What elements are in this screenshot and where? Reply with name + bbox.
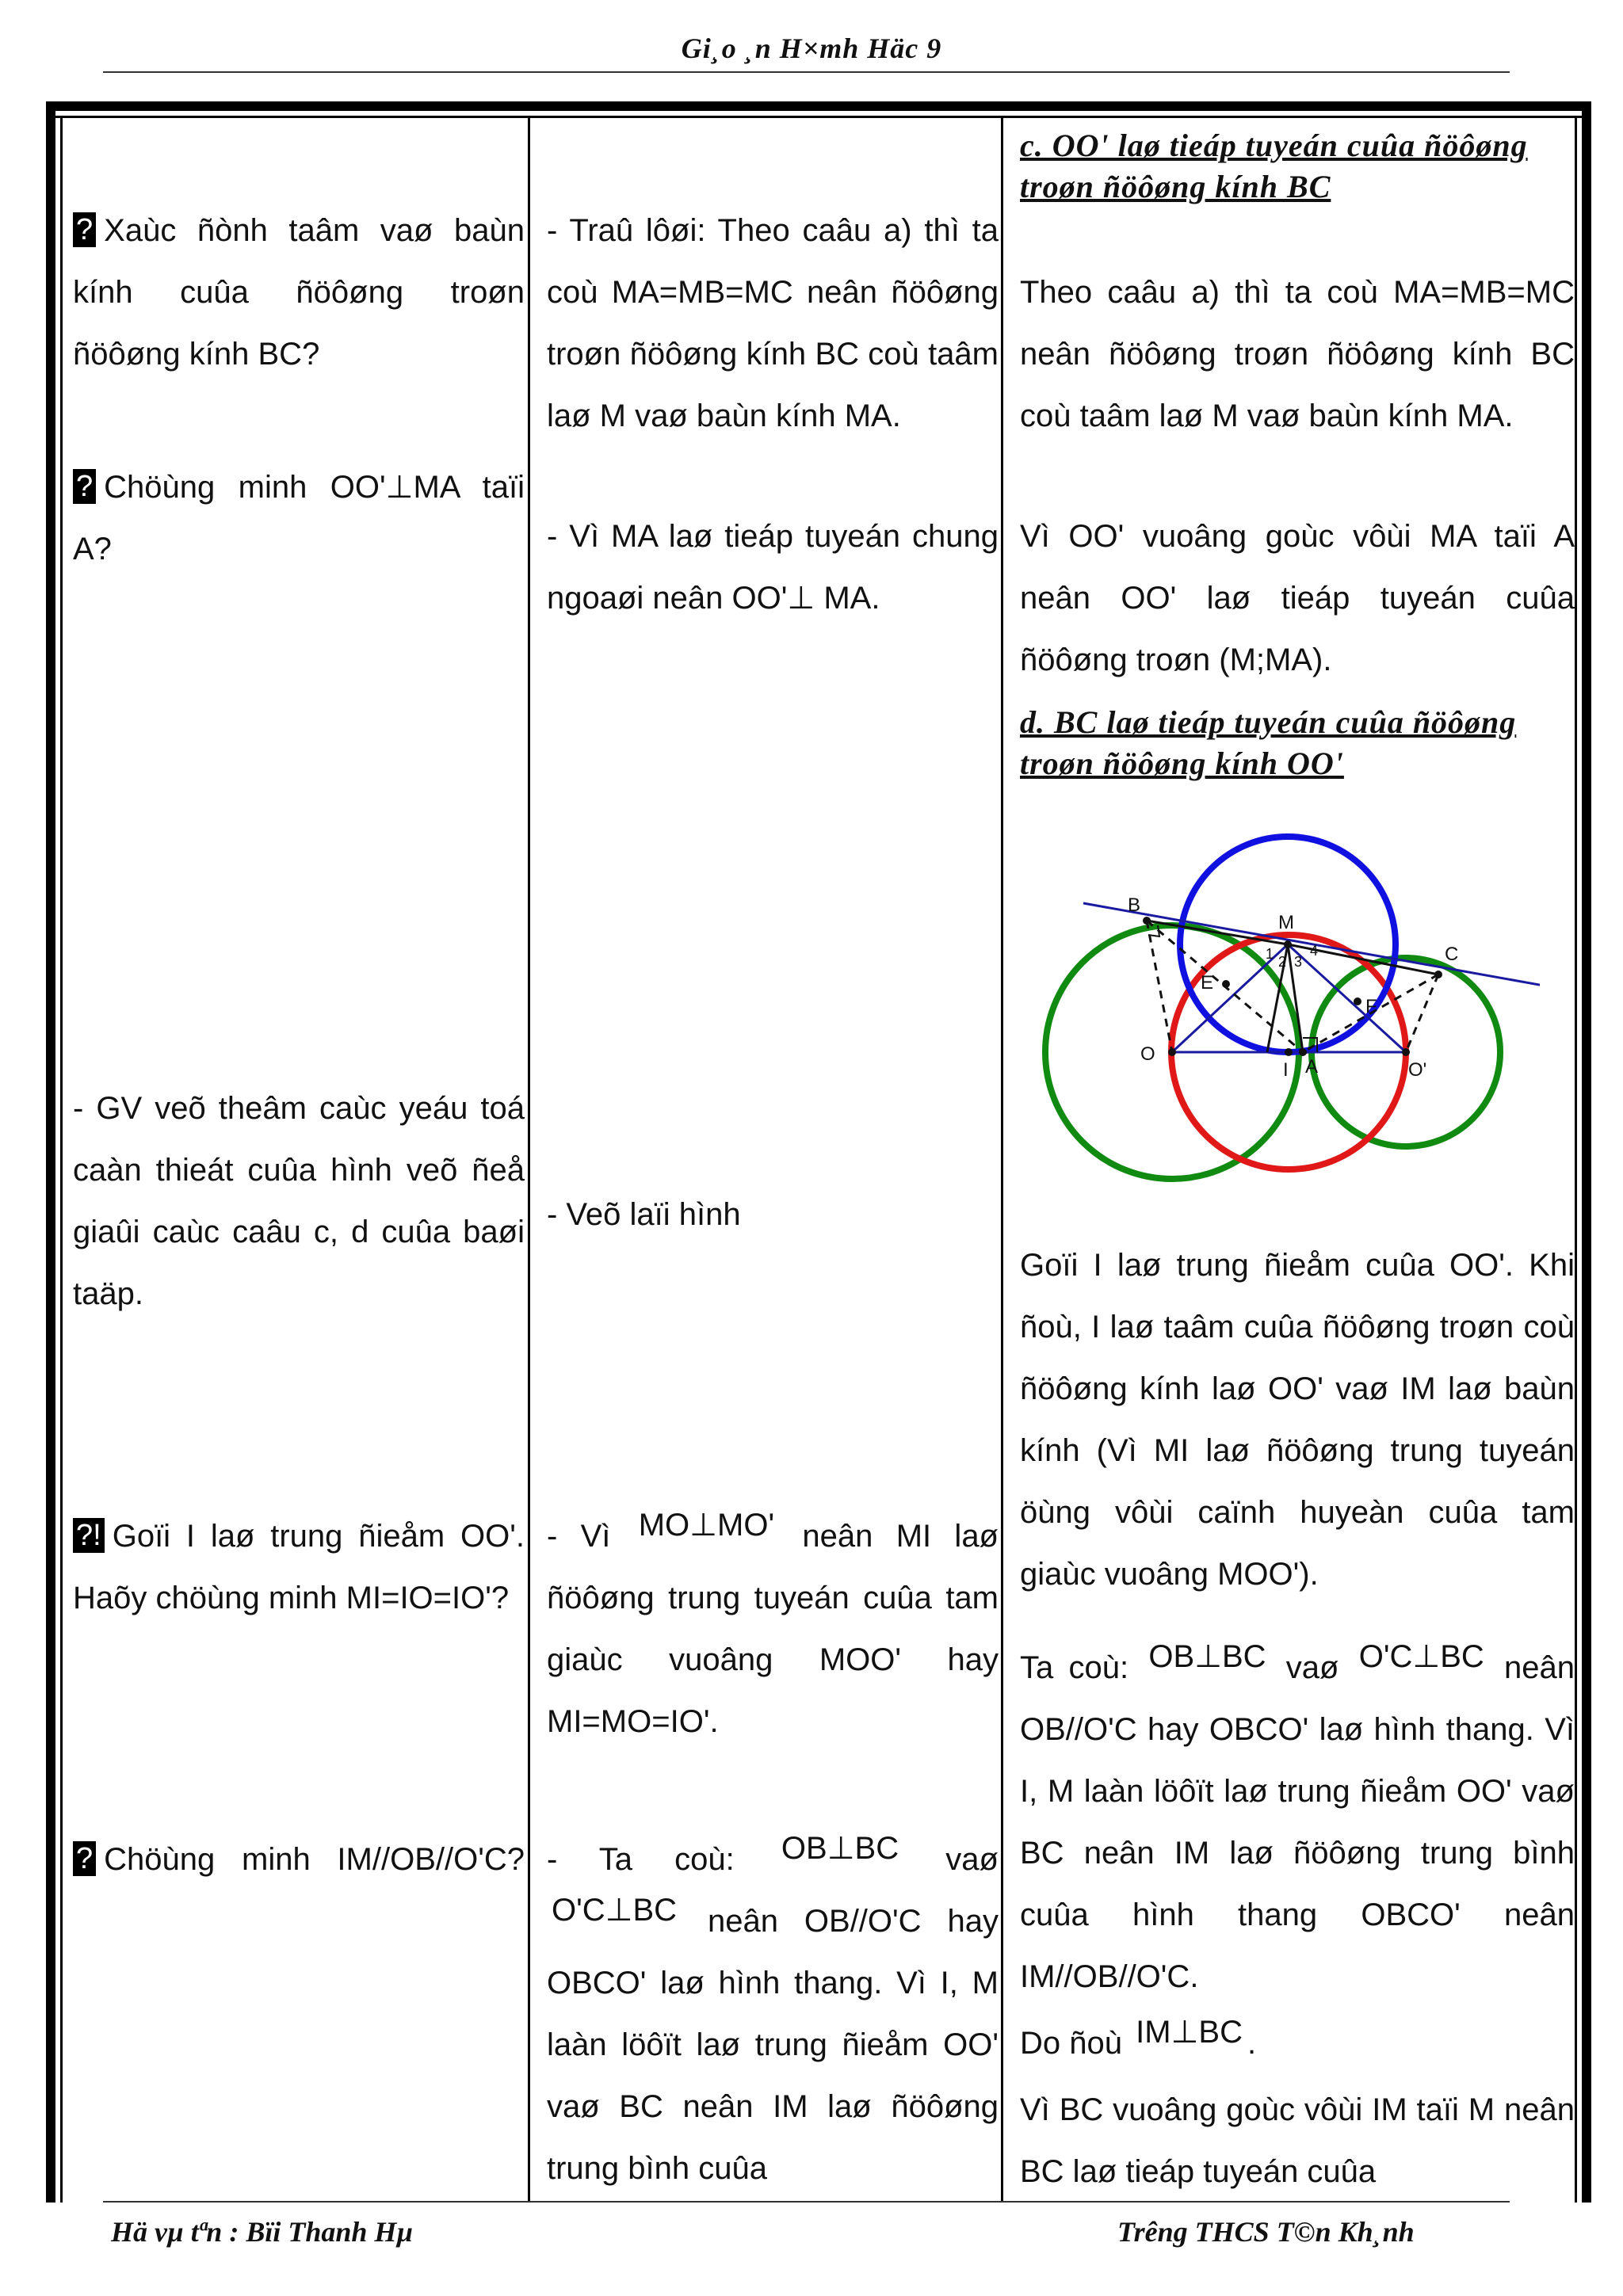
content-c-paragraph-2: Vì OO' vuoâng goùc vôùi MA taïi A neân OO' laø tieáp tuyeán cuûa ñöôøng troøn (M;MA). — [1020, 519, 1575, 677]
point-e — [1222, 980, 1230, 988]
footer-school: Trêng THCS T©n Kh¸nh — [1117, 2216, 1415, 2248]
content-d-paragraph-3: Do ñoù IM⊥BC . — [1020, 2012, 1575, 2074]
column-divider-2 — [1001, 116, 1003, 2203]
document-header-title: Gi¸o ¸n H×mh Häc 9 — [681, 32, 942, 64]
student-activity-column — [547, 111, 999, 2203]
point-o-prime — [1402, 1048, 1410, 1056]
label-e: E — [1201, 972, 1214, 994]
angle-label-2: 2 — [1278, 954, 1287, 970]
content-c-paragraph-1: Theo caâu a) thì ta coù MA=MB=MC neân ñöôøng troøn ñöôøng kính BC coù taâm laø M vaø baùn kính MA. — [1020, 275, 1575, 433]
angle-label-3: 3 — [1294, 954, 1303, 970]
table-inner-left-border — [60, 116, 63, 2203]
header-divider — [103, 71, 1510, 73]
student-answer-3: - Veõ laïi hình — [547, 1197, 741, 1232]
angle-label-1: 1 — [1266, 946, 1274, 962]
footer-divider — [103, 2201, 1510, 2203]
student-answer-4: - Vì MO⊥MO' neân MI laø ñöôøng trung tuyeán cuûa tam giaùc vuoâng MOO' hay MI=MO=IO'. — [547, 1505, 999, 1753]
math-expression: IM⊥BC — [1136, 2015, 1243, 2050]
label-o-prime: O' — [1408, 1059, 1427, 1081]
math-expression: MO⊥MO' — [638, 1508, 775, 1543]
column-divider-1 — [528, 116, 530, 2203]
point-b — [1143, 917, 1151, 925]
section-heading-d: d. BC laø tieáp tuyeán cuûa ñöôøng troøn ñöôøng kính OO' — [1020, 704, 1517, 781]
student-answer-2: - Vì MA laø tieáp tuyeán chung ngoaøi neân OO'⊥ MA. — [547, 519, 999, 616]
question-mark-icon: ? — [73, 212, 96, 247]
content-d-paragraph-1: Goïi I laø trung ñieåm cuûa OO'. Khi ñoù, I laø taâm cuûa ñöôøng troøn coù ñöôøng kính laø OO' vaø IM laø baùn kính (Vì MI laø ñöôøng trung tuyeán öùng vôùi caïnh huyeàn cuûa tam giaùc vuoâng MOO'). — [1020, 1248, 1575, 1592]
math-expression: OB⊥BC — [781, 1831, 899, 1866]
point-i — [1285, 1048, 1293, 1056]
content-d-paragraph-2: Ta coù: OB⊥BC vaø O'C⊥BC neân OB//O'C hay OBCO' laø hình thang. Vì I, M laàn löôït laø trung ñieåm OO' vaø BC neân IM laø ñöôøng trung bình cuûa hình thang OBCO' neân IM//OB//O'C. — [1020, 1637, 1575, 2008]
teacher-instruction-draw: - GV veõ theâm caùc yeáu toá caàn thieát cuûa hình veõ ñeå giaûi caùc caâu c, d cuûa baøi taäp. — [73, 1091, 525, 1311]
geometry-figure — [1017, 824, 1540, 1212]
point-o — [1168, 1048, 1176, 1056]
teacher-activity-column — [73, 111, 525, 2203]
footer-author: Hä vµ tªn : Bïi Thanh Hµ — [111, 2216, 414, 2248]
point-f — [1354, 997, 1361, 1005]
label-c: C — [1445, 944, 1459, 965]
content-d-paragraph-4: Vì BC vuoâng goùc vôùi IM taïi M neân BC laø tieáp tuyeán cuûa — [1020, 2092, 1575, 2189]
section-heading-c: c. OO' laø tieáp tuyeán cuûa ñöôøng troøn ñöôøng kính BC — [1020, 128, 1528, 204]
point-c — [1434, 971, 1442, 978]
math-expression: O'C⊥BC — [1358, 1639, 1484, 1674]
table-inner-right-border — [1575, 116, 1577, 2203]
angle-label-4: 4 — [1310, 943, 1319, 959]
point-a — [1299, 1048, 1307, 1056]
label-o: O — [1140, 1043, 1155, 1065]
point-m — [1284, 940, 1292, 948]
math-expression: O'C⊥BC — [552, 1893, 678, 1928]
question-mark-icon: ? — [73, 469, 96, 504]
label-i: I — [1283, 1059, 1289, 1081]
teacher-question-3: ?! Goïi I laø trung ñieåm OO'. Haõy chöùng minh MI=IO=IO'? — [73, 1519, 525, 1615]
math-expression: OB⊥BC — [1148, 1639, 1266, 1674]
label-f: F — [1365, 996, 1377, 1017]
teacher-question-4: ? Chöùng minh IM//OB//O'C? — [73, 1829, 525, 1890]
teacher-question-1: ? Xaùc ñònh taâm vaø baùn kính cuûa ñöôøng troøn ñöôøng kính BC? — [73, 213, 525, 372]
label-m: M — [1278, 912, 1294, 933]
student-answer-1: - Traû lôøi: Theo caâu a) thì ta coù MA=MB=MC neân ñöôøng troøn ñöôøng kính BC coù taâm laø M vaø baùn kính MA. — [547, 213, 999, 433]
question-mark-icon: ? — [73, 1841, 96, 1876]
label-a: A — [1305, 1056, 1319, 1077]
question-exclaim-icon: ?! — [73, 1518, 105, 1553]
teacher-question-2: ? Chöùng minh OO'⊥MA taïi A? — [73, 470, 525, 566]
label-b: B — [1128, 894, 1141, 916]
student-answer-5: - Ta coù: OB⊥BC vaø O'C⊥BC neân OB//O'C hay OBCO' laø hình thang. Vì I, M laàn löôït laø trung ñieåm OO' vaø BC neân IM laø ñöôøng trung bình cuûa — [547, 1829, 999, 2199]
